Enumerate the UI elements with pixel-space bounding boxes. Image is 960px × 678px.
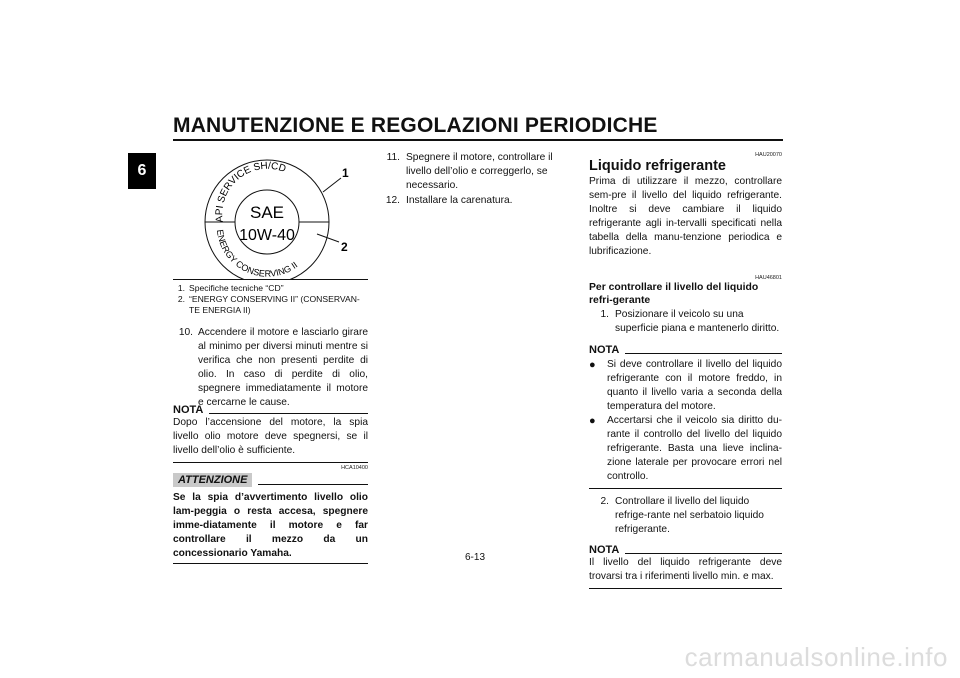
chapter-tab: 6 (128, 153, 156, 189)
watermark: carmanualsonline.info (684, 642, 948, 672)
callout-2: 2 (341, 240, 348, 254)
header-divider (173, 139, 783, 141)
page-title: MANUTENZIONE E REGOLAZIONI PERIODICHE (173, 114, 658, 137)
nota-text: Dopo l’accensione del motore, la spia livello olio motore deve spegnersi, se il livello dell’olio è sufficiente. (173, 417, 368, 456)
nota-heading: NOTA (173, 404, 368, 416)
nota-divider (589, 488, 782, 489)
nota-text: Il livello del liquido refrigerante deve trovarsi tra i riferimenti livello min. e max. (589, 557, 782, 582)
nota-heading: NOTA (589, 544, 782, 556)
step-12: 12. Installare la carenatura. (385, 195, 513, 206)
section-title: Liquido refrigerante (589, 158, 726, 174)
step-11: 11. Spegnere il motore, controllare il livello dell’olio e correggerlo, se necessario. (386, 152, 553, 191)
coolant-intro: Prima di utilizzare il mezzo, controllare sem-pre il livello del liquido refrigerante. Inoltre si deve cambiare il liquido refrigerante agli in-tervalli specificati nella tabella della manu-tenzione periodica e lubrificazione. (589, 176, 782, 257)
coolant-step-1: 1. Posizionare il veicolo su una superficie piana e mantenerlo diritto. (600, 309, 780, 334)
subsection-title: Per controllare il livello del liquido refri-gerante (589, 282, 759, 306)
sae-text: SAE (249, 203, 285, 222)
arc-bottom-text: ENERGY CONSERVING II (214, 228, 300, 279)
nota-divider (173, 462, 368, 463)
attention-heading (173, 473, 368, 487)
attention-badge: ATTENZIONE (173, 473, 252, 487)
oil-label-figure (195, 150, 370, 280)
legend-item: 2. “ENERGY CONSERVING II” (CONSERVAN-TE ENERGIA II) (177, 294, 360, 315)
bullet-icon: ● (589, 359, 596, 371)
attention-divider (173, 563, 368, 564)
legend-item: 1. Specifiche tecniche “CD” (177, 283, 284, 293)
ref-code: HAU20070 (755, 152, 782, 158)
ref-code: HCA10400 (341, 465, 368, 471)
bullet-item: ● Accertarsi che il veicolo sia diritto du-rante il controllo del livello del liquido refrigerante. Basta una lieve inclina-zione laterale per provocare errori nel controllo. (589, 415, 782, 482)
ref-code: HAU46801 (755, 275, 782, 281)
callout-1: 1 (342, 166, 349, 180)
page-number: 6-13 (465, 552, 486, 563)
bullet-icon: ● (589, 415, 596, 427)
bullet-item: ● Si deve controllare il livello del liquido refrigerante con il motore freddo, in quanto il livello varia a seconda della temperatura del motore. (589, 359, 782, 412)
figure-divider (173, 279, 368, 280)
coolant-step-2: 2. Controllare il livello del liquido refrige-rante nel serbatoio liquido refrigerante. (600, 496, 764, 535)
nota-heading: NOTA (589, 344, 782, 356)
nota-divider (589, 588, 782, 589)
attention-text: Se la spia d’avvertimento livello olio lam-peggia o resta accesa, spegnere imme-diatamente il motore e far controllare il mezzo da un concessionario Yamaha. (173, 492, 368, 559)
callout-line-1 (323, 178, 341, 192)
step-10: 10. Accendere il motore e lasciarlo girare al minimo per diversi minuti mentre si verifica che non presenti perdite di olio. In caso di perdite di olio, spegnere immediatamente il motore e cercarne le cause. (178, 327, 368, 408)
arc-top-text: API SERVICE SH/CD (214, 160, 288, 223)
inner-ring (235, 190, 299, 254)
grade-text: 10W-40 (239, 227, 295, 244)
